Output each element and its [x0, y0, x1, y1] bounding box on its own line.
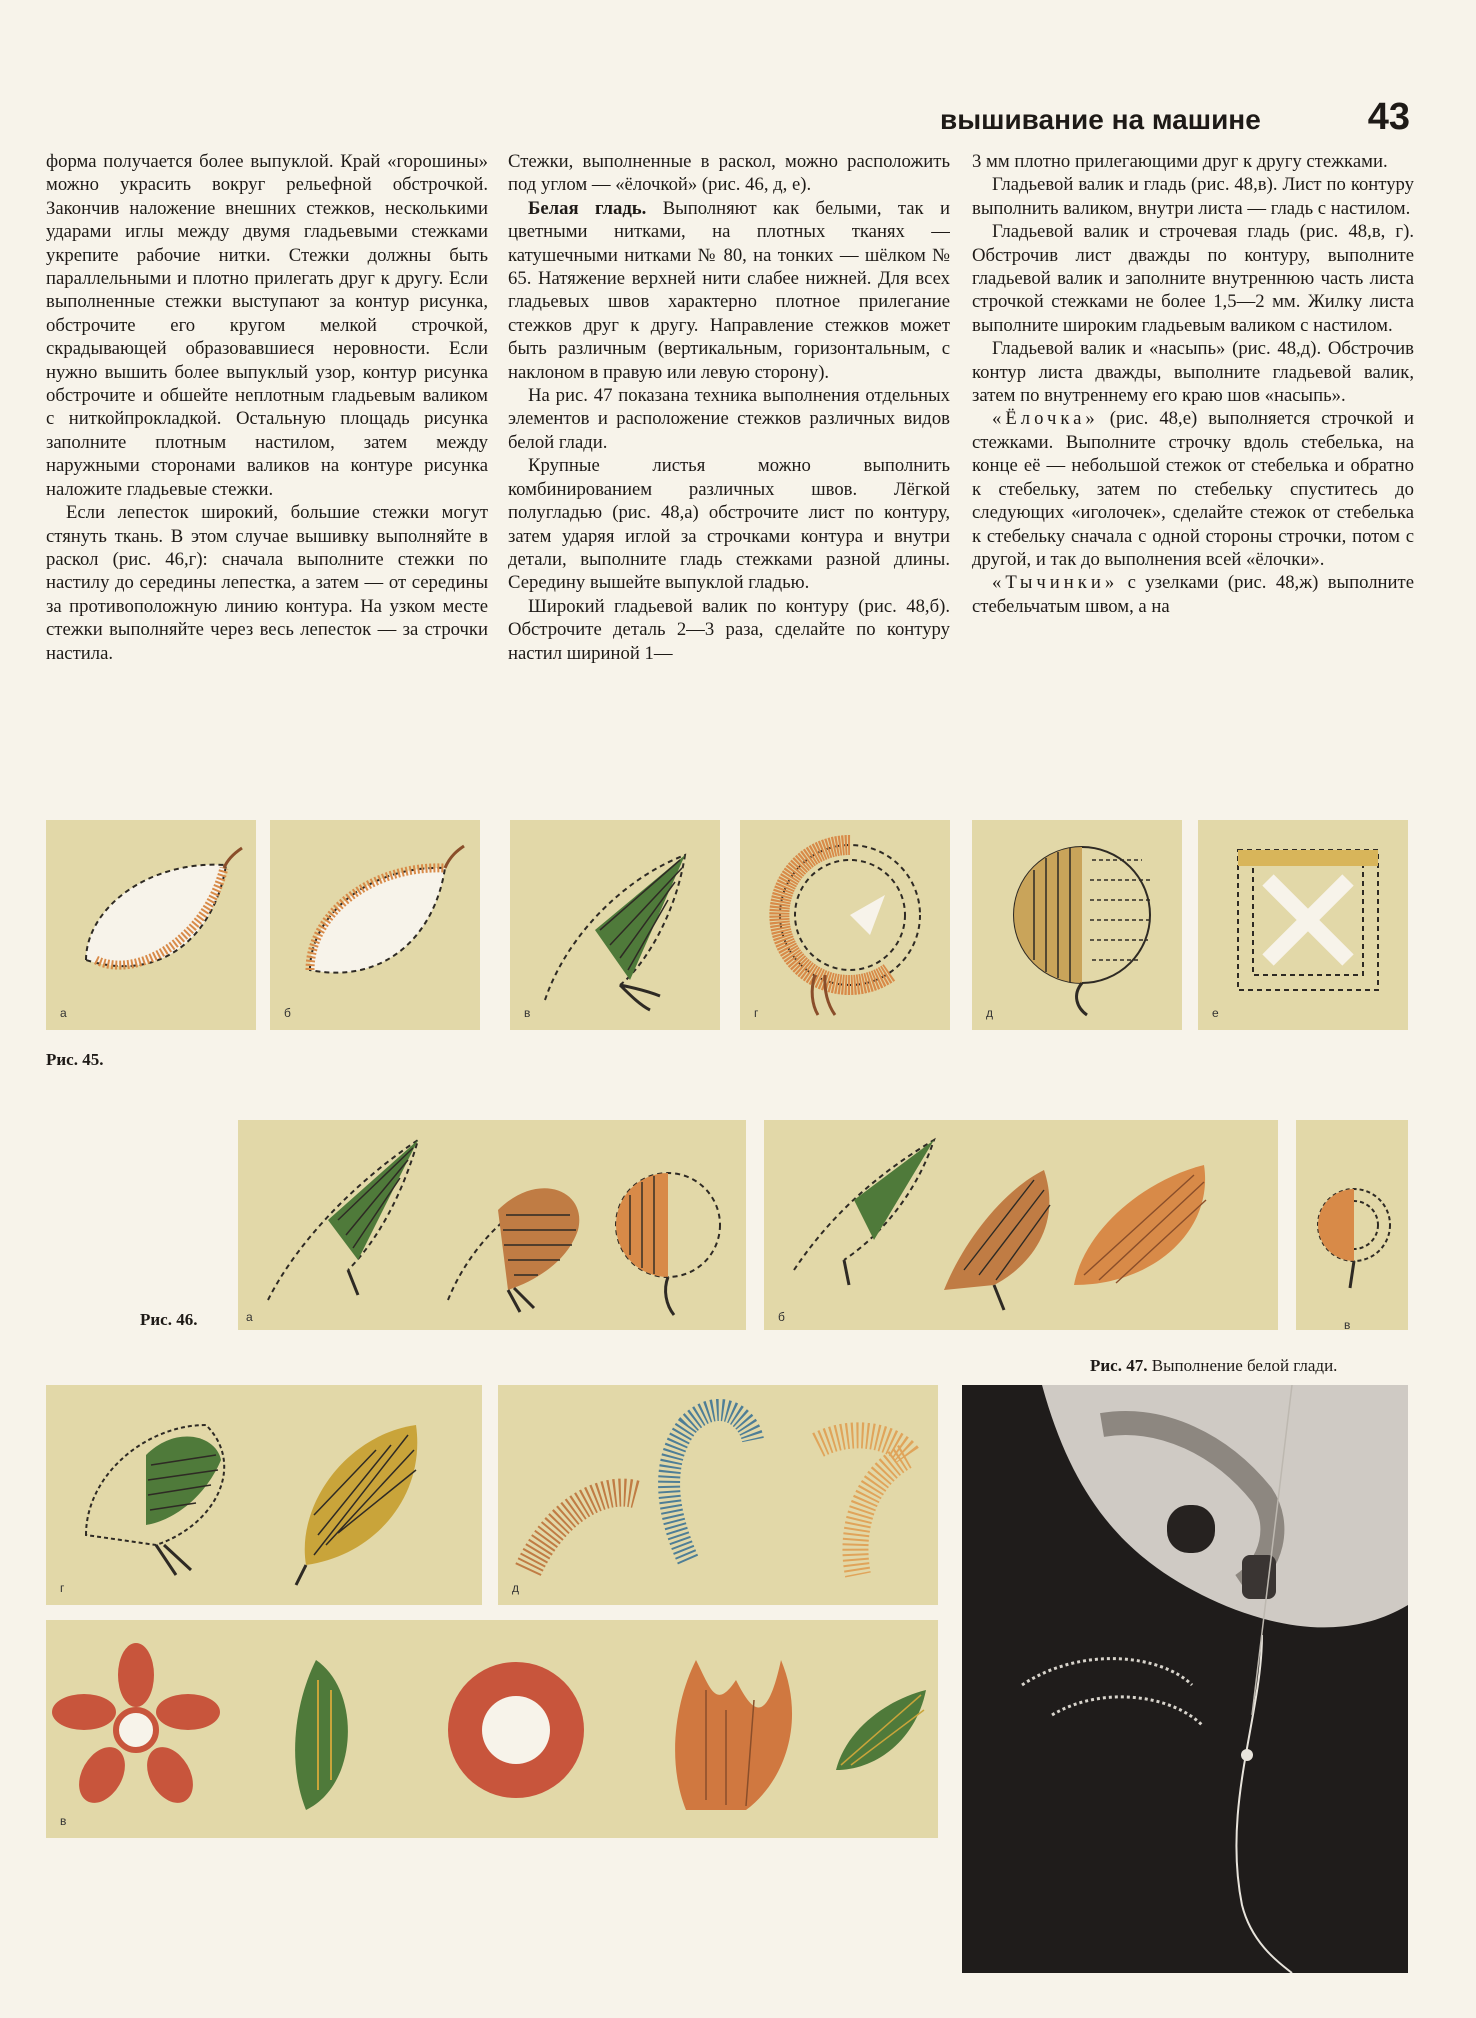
fig45-panel-v: [510, 820, 720, 1030]
figure-label: б: [284, 1006, 291, 1020]
figure-label: а: [246, 1310, 253, 1324]
paragraph: Крупные листья можно выполнить комбинированием различных швов. Лёгкой полугладью (рис. 48,а) обстрочите лист по контуру, затем ударяя иглой за строчками контура и внутри детали, выполните гладь стежками разной длины. Середину вышейте выпуклой гладью.: [508, 455, 950, 594]
figure-label: е: [1212, 1006, 1219, 1020]
text-column-1: [46, 150, 488, 825]
figure-label: а: [60, 1006, 67, 1020]
fig48-panel-g: [46, 1385, 482, 1605]
leaves-stitch-illustration: [238, 1120, 746, 1330]
fig46-panel-v: [1296, 1120, 1408, 1330]
fig48-panel-d: [498, 1385, 938, 1605]
paragraph: Гладьевой валик и гладь (рис. 48,в). Лист по контуру выполнить валиком, внутри листа — гладь с настилом.: [972, 174, 1414, 219]
text-column-2: [508, 150, 950, 825]
paragraph: На рис. 47 показана техника выполнения отдельных элементов и расположение стежков различных видов белой глади.: [508, 385, 950, 453]
paragraph: Стежки, выполненные в раскол, можно расположить под углом — «ёлочкой» (рис. 46, д, е).: [508, 151, 950, 196]
circle-stitch-illustration: [740, 820, 950, 1030]
paragraph-tychinki: «Тычинки» с узелками (рис. 48,ж) выполните стебельчатым швом, а на: [972, 572, 1414, 617]
leaves-stitch-illustration: [764, 1120, 1278, 1330]
figure-label: в: [60, 1814, 67, 1828]
leaves-stitch-illustration: [46, 1385, 482, 1605]
paragraph-white-satin: Белая гладь. Выполняют как белыми, так и цветными нитками, на плотных тканях — катушечными нитками № 80, на тонких — шёлком № 65. Натяжение верхней нити слабее нижней. Для всех гладьевых швов характерно плотное прилегание стежков друг к другу. Направление стежков может быть различным (вертикальным, горизонтальным, с наклоном в правую или левую сторону).: [508, 197, 950, 383]
fig45-panel-e: [1198, 820, 1408, 1030]
paragraph-yolochka: «Ёлочка» (рис. 48,е) выполняется строчкой и стежками. Выполните строчку вдоль стебелька, на конце её — небольшой стежок от стебелька и обратно к стебельку, затем по стебельку спуститесь до следующих «иголочек», сделайте стежок от стебелька к стебельку сначала с одной стороны строчки, потом с другой, и так до выполнения всей «ёлочки».: [972, 408, 1414, 570]
leaf-outline-illustration: [270, 820, 480, 1030]
leaf-stitch-illustration: [510, 820, 720, 1030]
text-column-3: [972, 150, 1414, 825]
fig48-panel-v: [46, 1620, 938, 1838]
sewing-machine-photo: [962, 1385, 1408, 1973]
figure-label: в: [1344, 1318, 1351, 1332]
heading-white-satin: Белая гладь.: [528, 197, 647, 219]
circle-halfsatin-illustration: [972, 820, 1182, 1030]
fig45-panel-a: [46, 820, 256, 1030]
fig45-panel-b: [270, 820, 480, 1030]
fig46-panel-b: [764, 1120, 1278, 1330]
fig45-panel-d: [972, 820, 1182, 1030]
figure-label: г: [60, 1581, 65, 1595]
page-number: 43: [1367, 96, 1410, 138]
figure-label: в: [524, 1006, 531, 1020]
paragraph: Гладьевой валик и «насыпь» (рис. 48,д). Обстрочив контур листа дважды, выполните гладьевой валик, затем по внутреннему его краю шов «насыпь».: [972, 338, 1414, 407]
paragraph: Гладьевой валик и строчевая гладь (рис. 48,в, г). Обстрочив лист дважды по контуру, выполните гладьевой валик и заполните внутреннюю часть листа строчкой стежками не более 1,5—2 мм. Жилку листа выполните широким гладьевым валиком с настилом.: [972, 221, 1414, 336]
figure-label: б: [778, 1310, 785, 1324]
figure-caption-47: Рис. 47. Выполнение белой глади.: [1090, 1356, 1338, 1375]
page-header: [930, 96, 1410, 146]
square-stitch-illustration: [1198, 820, 1408, 1030]
figure-label: д: [986, 1006, 994, 1020]
paragraph: Если лепесток широкий, большие стежки могут стянуть ткань. В этом случае вышивку выполняйте в раскол (рис. 46,г): сначала выполните стежки по настилу до середины лепестка, а затем — от середины за противоположную линию контура. На узком месте стежки выполняйте через весь лепесток — за строчки настила.: [46, 502, 488, 664]
circle-stitch-illustration: [1296, 1120, 1408, 1330]
paragraph: 3 мм плотно прилегающими друг к другу стежками.: [972, 151, 1388, 172]
flowers-stitch-illustration: [46, 1620, 938, 1838]
machine-embroidery-photo: [962, 1385, 1408, 1973]
figure-label: г: [754, 1006, 759, 1020]
paragraph: Широкий гладьевой валик по контуру (рис. 48,б). Обстрочите деталь 2—3 раза, сделайте по контуру настил шириной 1—: [508, 595, 950, 664]
curved-stitch-illustration: [498, 1385, 938, 1605]
fig45-panel-g: [740, 820, 950, 1030]
figure-caption-46: Рис. 46.: [140, 1310, 198, 1329]
running-title: вышивание на машине: [940, 104, 1261, 135]
fig46-panel-a: [238, 1120, 746, 1330]
paragraph: форма получается более выпуклой. Край «горошины» можно украсить вокруг рельефной обстрочкой. Закончив наложение внешних стежков, несколькими ударами иглы между двумя гладьевыми стежками укрепите рабочие нитки. Стежки должны быть параллельными и плотно прилегать друг к другу. Если выполненные стежки выступают за контур рисунка, обстрочите его кругом мелкой строчкой, скрадывающей образовавшиеся неровности. Если нужно вышить более выпуклый узор, контур рисунка обстрочите и обшейте неплотным гладьевым валиком с ниткойпрокладкой. Остальную площадь рисунка заполните плотным настилом, затем между наружными сторонами валиков на контуре рисунка наложите гладьевые стежки.: [46, 151, 488, 500]
figure-label: д: [512, 1581, 520, 1595]
figure-caption-45: Рис. 45.: [46, 1050, 104, 1069]
leaf-outline-illustration: [46, 820, 256, 1030]
